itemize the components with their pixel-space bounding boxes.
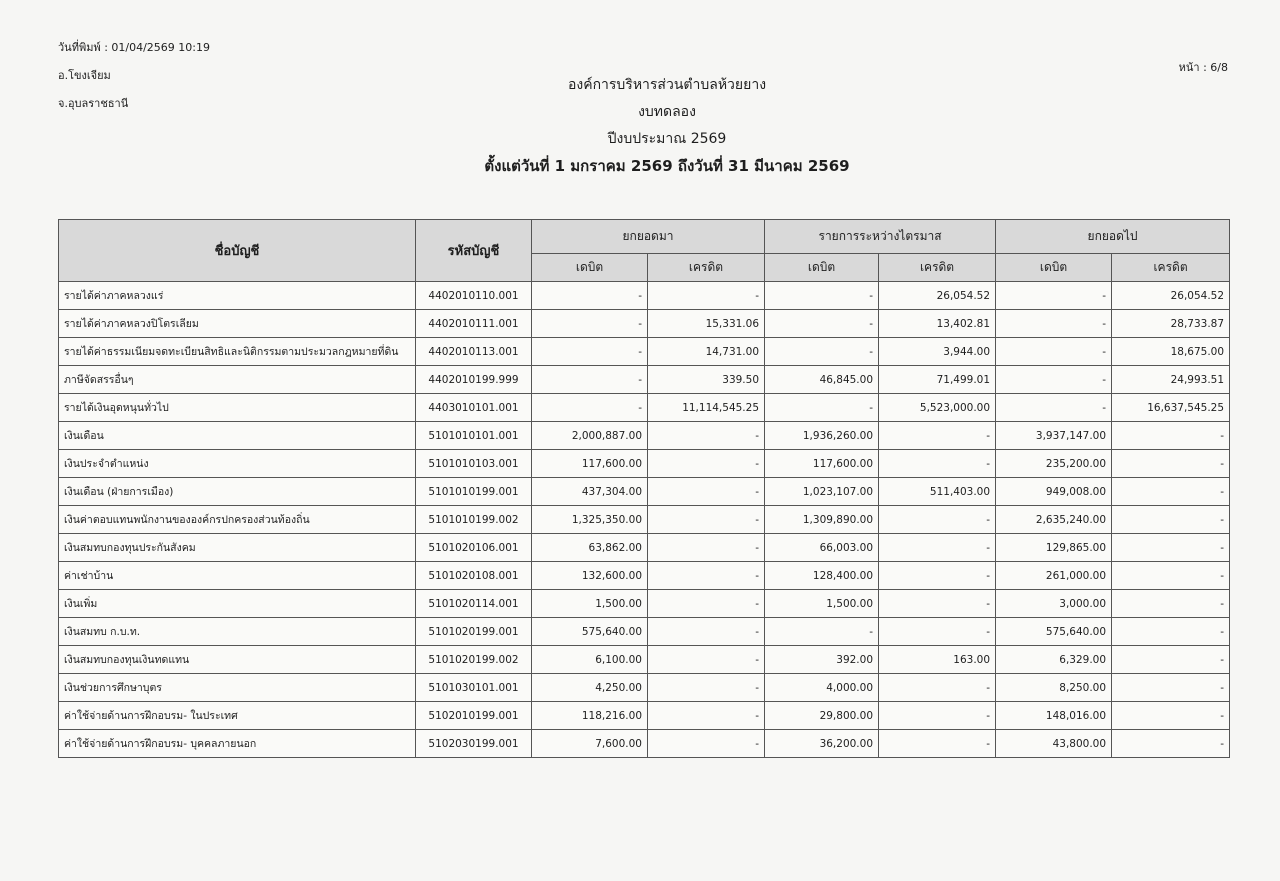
account-name-cell: ค่าใช้จ่ายด้านการฝึกอบรม- ในประเทศ [59,702,416,730]
bf-credit-cell: 15,331.06 [648,310,765,338]
table-row [59,562,1230,590]
account-code-cell: 4402010113.001 [416,338,532,366]
q-debit-cell: 1,936,260.00 [765,422,879,450]
bf-debit-cell: - [532,366,648,394]
bf-credit-cell: - [648,674,765,702]
cf-debit-cell: - [996,338,1112,366]
q-debit-cell: - [765,618,879,646]
bf-credit-cell: - [648,450,765,478]
bf-credit-cell: 11,114,545.25 [648,394,765,422]
header-q-debit: เดบิต [765,254,879,282]
header-brought-forward: ยกยอดมา [532,220,765,254]
cf-debit-cell: 949,008.00 [996,478,1112,506]
q-debit-cell: - [765,394,879,422]
cf-debit-cell: - [996,394,1112,422]
cf-debit-cell: 261,000.00 [996,562,1112,590]
cf-credit-cell: - [1112,674,1230,702]
account-name-cell: รายได้ค่าธรรมเนียมจดทะเบียนสิทธิและนิติกรรมตามประมวลกฎหมายที่ดิน [59,338,416,366]
table-row [59,422,1230,450]
cf-credit-cell: - [1112,702,1230,730]
header-account-code: รหัสบัญชี [416,220,532,282]
q-debit-cell: 117,600.00 [765,450,879,478]
header-during-quarter: รายการระหว่างไตรมาส [765,220,996,254]
account-code-cell: 4403010101.001 [416,394,532,422]
bf-debit-cell: 575,640.00 [532,618,648,646]
bf-credit-cell: - [648,702,765,730]
cf-credit-cell: - [1112,562,1230,590]
table-row [59,366,1230,394]
bf-debit-cell: - [532,394,648,422]
report-title: งบทดลอง [638,104,696,120]
bf-credit-cell: 14,731.00 [648,338,765,366]
cf-debit-cell: 8,250.00 [996,674,1112,702]
report-titles [0,72,1280,180]
q-credit-cell: 71,499.01 [879,366,996,394]
table-body [59,282,1230,758]
account-code-cell: 5101020106.001 [416,534,532,562]
fiscal-year-title: ปีงบประมาณ 2569 [607,131,727,147]
cf-debit-cell: - [996,310,1112,338]
cf-debit-cell: - [996,366,1112,394]
table-row [59,450,1230,478]
q-debit-cell: 46,845.00 [765,366,879,394]
header-cf-debit: เดบิต [996,254,1112,282]
header-carried-forward: ยกยอดไป [996,220,1230,254]
account-code-cell: 5101020199.001 [416,618,532,646]
account-name-cell: เงินประจำตำแหน่ง [59,450,416,478]
bf-debit-cell: - [532,338,648,366]
bf-credit-cell: - [648,618,765,646]
cf-credit-cell: - [1112,730,1230,758]
account-code-cell: 5102030199.001 [416,730,532,758]
bf-credit-cell: - [648,730,765,758]
account-name-cell: เงินเดือน (ฝ่ายการเมือง) [59,478,416,506]
q-debit-cell: 29,800.00 [765,702,879,730]
account-code-cell: 5101020108.001 [416,562,532,590]
q-debit-cell: - [765,282,879,310]
bf-credit-cell: - [648,534,765,562]
q-debit-cell: 66,003.00 [765,534,879,562]
bf-debit-cell: 117,600.00 [532,450,648,478]
district-label: อ.โขงเจียม [58,69,111,82]
account-code-cell: 5101010199.001 [416,478,532,506]
bf-debit-cell: 437,304.00 [532,478,648,506]
account-name-cell: รายได้ค่าภาคหลวงปิโตรเลียม [59,310,416,338]
account-code-cell: 5101030101.001 [416,674,532,702]
account-name-cell: เงินสมทบ ก.บ.ท. [59,618,416,646]
account-code-cell: 5101010101.001 [416,422,532,450]
cf-debit-cell: 2,635,240.00 [996,506,1112,534]
bf-debit-cell: 4,250.00 [532,674,648,702]
q-debit-cell: - [765,310,879,338]
q-credit-cell: - [879,534,996,562]
cf-credit-cell: 18,675.00 [1112,338,1230,366]
cf-credit-cell: 28,733.87 [1112,310,1230,338]
account-name-cell: เงินค่าตอบแทนพนักงานขององค์กรปกครองส่วนท้องถิ่น [59,506,416,534]
bf-debit-cell: - [532,282,648,310]
q-debit-cell: 128,400.00 [765,562,879,590]
account-name-cell: เงินสมทบกองทุนเงินทดแทน [59,646,416,674]
q-debit-cell: 36,200.00 [765,730,879,758]
account-code-cell: 4402010111.001 [416,310,532,338]
q-credit-cell: - [879,450,996,478]
bf-credit-cell: - [648,646,765,674]
print-date: วันที่พิมพ์ : 01/04/2569 10:19 [58,41,210,54]
cf-credit-cell: - [1112,478,1230,506]
q-credit-cell: - [879,730,996,758]
cf-credit-cell: - [1112,450,1230,478]
bf-credit-cell: 339.50 [648,366,765,394]
bf-credit-cell: - [648,422,765,450]
q-credit-cell: - [879,590,996,618]
q-credit-cell: - [879,702,996,730]
cf-debit-cell: 3,937,147.00 [996,422,1112,450]
page-number: หน้า : 6/8 [1178,61,1228,74]
account-name-cell: ค่าใช้จ่ายด้านการฝึกอบรม- บุคคลภายนอก [59,730,416,758]
bf-debit-cell: 132,600.00 [532,562,648,590]
q-debit-cell: 4,000.00 [765,674,879,702]
cf-debit-cell: 129,865.00 [996,534,1112,562]
bf-debit-cell: 7,600.00 [532,730,648,758]
account-name-cell: รายได้ค่าภาคหลวงแร่ [59,282,416,310]
period-title: ตั้งแต่วันที่ 1 มกราคม 2569 ถึงวันที่ 31 มีนาคม 2569 [484,157,850,175]
account-name-cell: ค่าเช่าบ้าน [59,562,416,590]
province-label: จ.อุบลราชธานี [58,97,129,110]
account-name-cell: เงินสมทบกองทุนประกันสังคม [59,534,416,562]
cf-credit-cell: - [1112,590,1230,618]
q-credit-cell: 13,402.81 [879,310,996,338]
bf-credit-cell: - [648,282,765,310]
q-credit-cell: - [879,422,996,450]
account-code-cell: 4402010199.999 [416,366,532,394]
q-debit-cell: 1,500.00 [765,590,879,618]
account-code-cell: 4402010110.001 [416,282,532,310]
table-row [59,646,1230,674]
q-credit-cell: 26,054.52 [879,282,996,310]
cf-debit-cell: 575,640.00 [996,618,1112,646]
q-credit-cell: - [879,618,996,646]
bf-debit-cell: - [532,310,648,338]
q-credit-cell: 5,523,000.00 [879,394,996,422]
bf-debit-cell: 6,100.00 [532,646,648,674]
trial-balance-table [58,219,1230,758]
q-credit-cell: 511,403.00 [879,478,996,506]
account-code-cell: 5101010199.002 [416,506,532,534]
account-name-cell: ภาษีจัดสรรอื่นๆ [59,366,416,394]
bf-debit-cell: 1,325,350.00 [532,506,648,534]
header-bf-credit: เครดิต [648,254,765,282]
account-code-cell: 5101010103.001 [416,450,532,478]
cf-credit-cell: - [1112,506,1230,534]
q-credit-cell: 163.00 [879,646,996,674]
cf-debit-cell: 43,800.00 [996,730,1112,758]
table-row [59,478,1230,506]
table-row [59,674,1230,702]
q-credit-cell: - [879,674,996,702]
cf-debit-cell: 235,200.00 [996,450,1112,478]
org-title: องค์การบริหารส่วนตำบลห้วยยาง [567,77,767,93]
cf-debit-cell: - [996,282,1112,310]
table-row [59,730,1230,758]
table-row [59,310,1230,338]
q-credit-cell: - [879,506,996,534]
q-debit-cell: 392.00 [765,646,879,674]
table-row [59,590,1230,618]
cf-debit-cell: 3,000.00 [996,590,1112,618]
cf-debit-cell: 6,329.00 [996,646,1112,674]
cf-credit-cell: - [1112,618,1230,646]
q-credit-cell: 3,944.00 [879,338,996,366]
header-q-credit: เครดิต [879,254,996,282]
account-name-cell: รายได้เงินอุดหนุนทั่วไป [59,394,416,422]
table-row [59,534,1230,562]
bf-credit-cell: - [648,590,765,618]
bf-debit-cell: 63,862.00 [532,534,648,562]
table-row [59,618,1230,646]
cf-credit-cell: - [1112,422,1230,450]
bf-debit-cell: 1,500.00 [532,590,648,618]
cf-credit-cell: 24,993.51 [1112,366,1230,394]
bf-credit-cell: - [648,562,765,590]
table-row [59,394,1230,422]
cf-credit-cell: 26,054.52 [1112,282,1230,310]
header-bf-debit: เดบิต [532,254,648,282]
bf-credit-cell: - [648,478,765,506]
table-row [59,702,1230,730]
table-row [59,282,1230,310]
q-debit-cell: 1,309,890.00 [765,506,879,534]
account-name-cell: เงินช่วยการศึกษาบุตร [59,674,416,702]
cf-debit-cell: 148,016.00 [996,702,1112,730]
account-code-cell: 5101020114.001 [416,590,532,618]
header-cf-credit: เครดิต [1112,254,1230,282]
cf-credit-cell: 16,637,545.25 [1112,394,1230,422]
bf-debit-cell: 118,216.00 [532,702,648,730]
account-code-cell: 5102010199.001 [416,702,532,730]
bf-debit-cell: 2,000,887.00 [532,422,648,450]
cf-credit-cell: - [1112,534,1230,562]
bf-credit-cell: - [648,506,765,534]
header-account-name: ชื่อบัญชี [59,220,416,282]
q-debit-cell: - [765,338,879,366]
cf-credit-cell: - [1112,646,1230,674]
q-credit-cell: - [879,562,996,590]
account-name-cell: เงินเดือน [59,422,416,450]
table-row [59,506,1230,534]
account-code-cell: 5101020199.002 [416,646,532,674]
account-name-cell: เงินเพิ่ม [59,590,416,618]
table-row [59,338,1230,366]
q-debit-cell: 1,023,107.00 [765,478,879,506]
